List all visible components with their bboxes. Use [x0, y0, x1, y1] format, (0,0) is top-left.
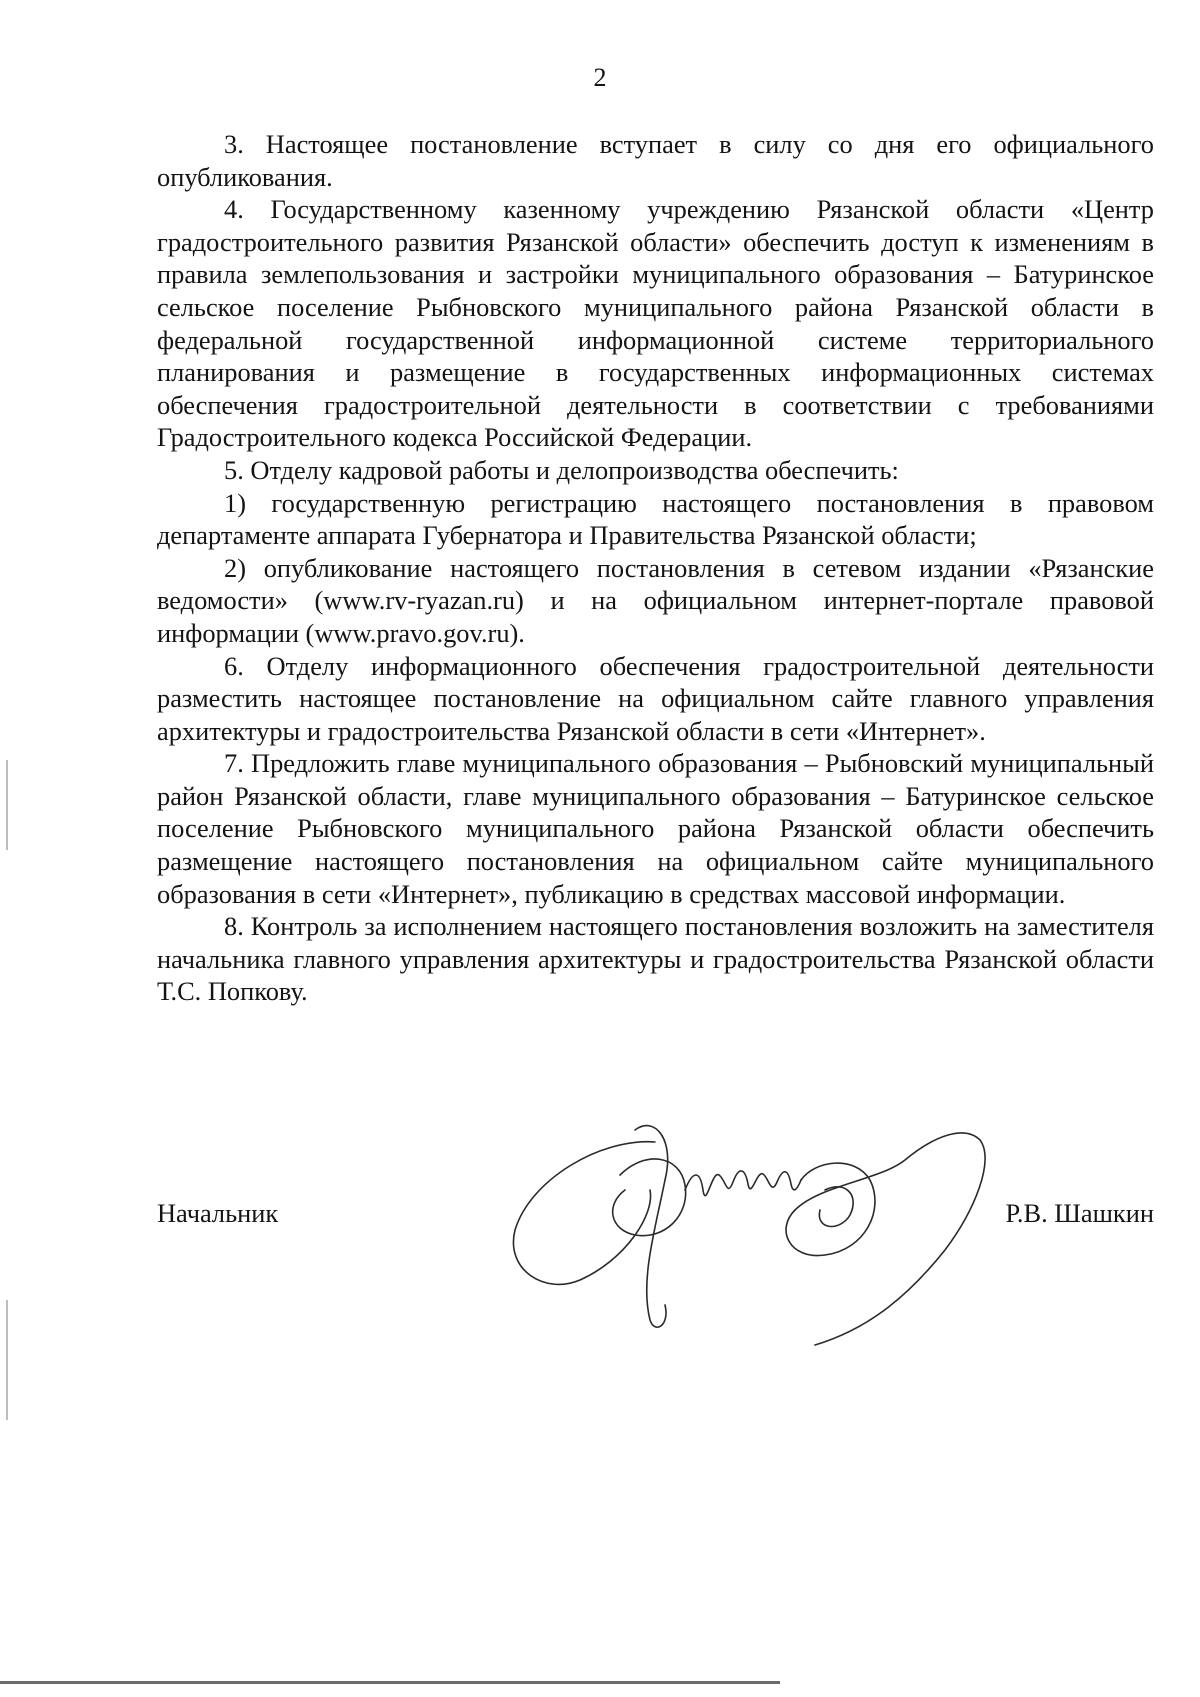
- paragraph-5: 5. Отделу кадровой работы и делопроизводства обеспечить:: [224, 454, 899, 485]
- scan-artifact: [6, 1300, 8, 1420]
- paragraph-7: 7. Предложить главе муниципального образования – Рыбновский муниципальный район Рязанской области, главе муниципального образования – Батуринское сельское поселение Рыбновского муниципального района Рязанской области обеспечить размещение настоящего постановления на официальном сайте муниципального образования в сети «Интернет», публикацию в средствах массовой информации.: [157, 748, 1154, 909]
- page-number: 2: [593, 63, 607, 92]
- signature-block: [157, 1197, 1154, 1247]
- paragraph-5-item-1: 1) государственную регистрацию настоящего постановления в правовом департаменте аппарата Губернатора и Правительства Рязанской области;: [157, 487, 1154, 551]
- signatory-name: Р.В. Шашкин: [1005, 1198, 1154, 1228]
- paragraph-3: 3. Настоящее постановление вступает в силу со дня его официального опубликования.: [157, 129, 1154, 192]
- paragraph-6: 6. Отделу информационного обеспечения градостроительной деятельности разместить настоящее постановление на официальном сайте главного управления архитектуры и градостроительства Рязанской области в сети «Интернет».: [157, 650, 1154, 746]
- scan-edge-line: [0, 1681, 780, 1684]
- paragraph-4: 4. Государственному казенному учреждению Рязанской области «Центр градостроительного развития Рязанской области» обеспечить доступ к изменениям в правила землепользования и застройки муниципального образования – Батуринское сельское поселение Рыбновского муниципального района Рязанской области в федеральной государственной информационной системе территориального планирования и размещение в государственных информационных системах обеспечения градостроительной деятельности в соответствии с требованиями Градостроительного кодекса Российской Федерации.: [157, 194, 1154, 453]
- scan-artifact: [6, 760, 8, 850]
- paragraph-8: 8. Контроль за исполнением настоящего постановления возложить на заместителя начальника главного управления архитектуры и градостроительства Рязанской области Т.С. Попкову.: [157, 911, 1154, 1007]
- paragraph-5-item-2: 2) опубликование настоящего постановления в сетевом издании «Рязанские ведомости» (www.rv-ryazan.ru) и на официальном интернет-портале правовой информации (www.pravo.gov.ru).: [157, 552, 1154, 648]
- document-body: [157, 128, 1154, 1008]
- signatory-position: Начальник: [157, 1198, 279, 1228]
